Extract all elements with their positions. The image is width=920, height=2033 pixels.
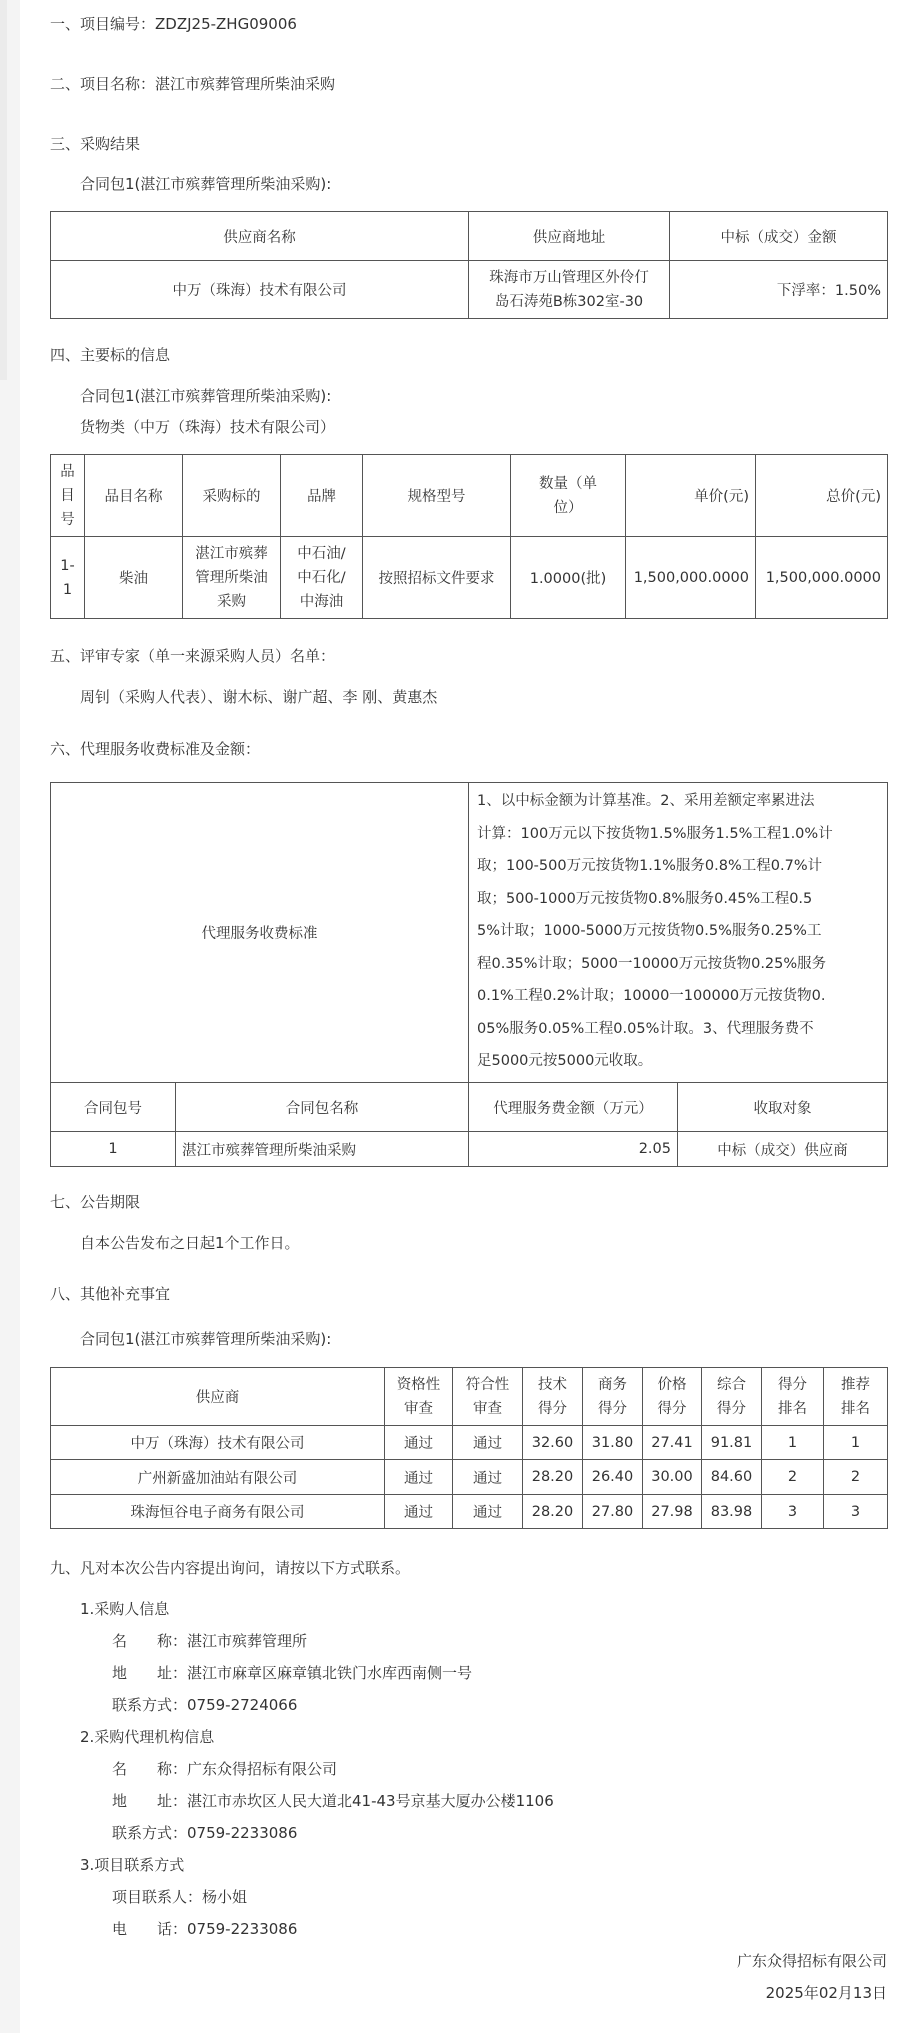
result-table	[50, 211, 888, 319]
agent-name: 名 称：广东众得招标有限公司	[112, 1760, 338, 1778]
project-number: 一、项目编号：ZDZJ25-ZHG09006	[50, 15, 297, 33]
th-line: 审查	[404, 1400, 433, 1417]
th-unit-price: 单价(元)	[626, 455, 756, 537]
th-biz-score	[583, 1368, 643, 1426]
th-package-name: 合同包名称	[176, 1083, 469, 1132]
th-line: 商务	[598, 1376, 627, 1393]
table-row	[51, 1426, 888, 1460]
announcement-page	[20, 0, 920, 2033]
fee-line: 取；100-500万元按货物1.1%服务0.8%工程0.7%计	[477, 858, 823, 874]
table-header-row	[51, 1083, 888, 1132]
cell-target	[183, 537, 281, 619]
th-supplier-address: 供应商地址	[469, 212, 670, 261]
cell-supplier: 中万（珠海）技术有限公司	[51, 261, 469, 319]
cell-tech-score: 32.60	[523, 1426, 583, 1460]
cell-score-rank: 3	[762, 1495, 824, 1529]
agent-info-title: 2.采购代理机构信息	[80, 1728, 215, 1746]
left-scroll-strip	[0, 0, 7, 380]
cell-price-score: 30.00	[643, 1460, 702, 1495]
address-line-1: 珠海市万山管理区外伶仃	[489, 269, 649, 286]
cell-supplier: 广州新盛加油站有限公司	[51, 1460, 385, 1495]
th-line: 得分	[717, 1400, 746, 1417]
th-score-rank	[762, 1368, 824, 1426]
cell-spec: 按照招标文件要求	[363, 537, 511, 619]
table-header-row	[51, 212, 888, 261]
fee-standard-text	[469, 783, 888, 1083]
cell-amount: 下浮率：1.50%	[670, 261, 888, 319]
project-contact-phone: 电 话：0759-2233086	[112, 1920, 298, 1938]
th-line: 得分	[538, 1400, 567, 1417]
fee-line: 05%服务0.05%工程0.05%计取。3、代理服务费不	[477, 1020, 814, 1037]
th-fee-payer: 收取对象	[678, 1083, 888, 1132]
th-item-no-2: 目	[60, 487, 75, 504]
cell-item-name: 柴油	[85, 537, 183, 619]
fee-line: 足5000元按5000元收取。	[477, 1053, 653, 1069]
footer-organization: 广东众得招标有限公司	[736, 1952, 887, 1970]
cell-biz-score: 27.80	[583, 1495, 643, 1529]
cell-tech-score: 28.20	[523, 1495, 583, 1529]
agent-phone: 联系方式：0759-2233086	[112, 1824, 298, 1842]
cell-package-name: 湛江市殡葬管理所柴油采购	[176, 1132, 469, 1167]
table-row	[51, 261, 888, 319]
th-line: 排名	[778, 1400, 807, 1417]
project-contact-person: 项目联系人：杨小姐	[112, 1888, 248, 1906]
section-8-title: 八、其他补充事宜	[50, 1285, 171, 1303]
th-line: 价格	[657, 1376, 687, 1393]
agent-address: 地 址：湛江市赤坎区人民大道北41-43号京基大厦办公楼1106	[112, 1792, 554, 1810]
cell-biz-score: 26.40	[583, 1460, 643, 1495]
th-award-amount: 中标（成交）金额	[670, 212, 888, 261]
th-price-score	[643, 1368, 702, 1426]
section-6-title: 六、代理服务收费标准及金额：	[50, 740, 261, 758]
cell-recommend-rank: 2	[824, 1460, 888, 1495]
target-line-1: 湛江市殡葬	[195, 545, 268, 562]
th-line: 得分	[778, 1376, 807, 1393]
section-3-title: 三、采购结果	[50, 135, 141, 153]
s8-package-label: 合同包1(湛江市殡葬管理所柴油采购):	[80, 1330, 332, 1348]
th-supplier-name: 供应商名称	[51, 212, 469, 261]
th-supplier: 供应商	[51, 1368, 385, 1426]
cell-biz-score: 31.80	[583, 1426, 643, 1460]
footer-date: 2025年02月13日	[765, 1984, 887, 2002]
fee-standard-label: 代理服务收费标准	[51, 783, 469, 1083]
th-line: 技术	[538, 1376, 567, 1393]
notice-period-text: 自本公告发布之日起1个工作日。	[80, 1234, 300, 1252]
cell-tech-score: 28.20	[523, 1460, 583, 1495]
table-row	[51, 537, 888, 619]
table-row	[51, 1495, 888, 1529]
score-table	[50, 1367, 888, 1529]
section-4-title: 四、主要标的信息	[50, 346, 171, 364]
cell-qualification: 通过	[385, 1426, 453, 1460]
th-line: 符合性	[465, 1376, 510, 1393]
cell-supplier: 珠海恒谷电子商务有限公司	[51, 1495, 385, 1529]
th-conformity	[453, 1368, 523, 1426]
th-line: 审查	[473, 1400, 502, 1417]
fee-standard-row	[51, 783, 888, 1083]
th-tech-score	[523, 1368, 583, 1426]
th-fee-amount: 代理服务费金额（万元）	[469, 1083, 678, 1132]
buyer-info-title: 1.采购人信息	[80, 1600, 170, 1618]
th-line: 资格性	[396, 1376, 441, 1393]
s4-package-label: 合同包1(湛江市殡葬管理所柴油采购):	[80, 387, 332, 405]
fee-line: 取；500-1000万元按货物0.8%服务0.45%工程0.5	[477, 890, 813, 907]
cell-fee-amount: 2.05	[469, 1132, 678, 1167]
th-package-no: 合同包号	[51, 1083, 176, 1132]
cell-unit-price: 1,500,000.0000	[626, 537, 756, 619]
th-line: 综合	[717, 1376, 746, 1393]
cell-quantity: 1.0000(批)	[511, 537, 626, 619]
buyer-name: 名 称：湛江市殡葬管理所	[112, 1632, 308, 1650]
buyer-address: 地 址：湛江市麻章区麻章镇北铁门水库西南侧一号	[112, 1664, 473, 1682]
brand-line-2: 中石化/	[297, 569, 346, 586]
th-qualification	[385, 1368, 453, 1426]
cell-conformity: 通过	[453, 1460, 523, 1495]
th-recommend-rank	[824, 1368, 888, 1426]
cell-score-rank: 2	[762, 1460, 824, 1495]
target-line-3: 采购	[217, 593, 246, 610]
brand-line-1: 中石油/	[297, 545, 346, 562]
buyer-phone: 联系方式：0759-2724066	[112, 1696, 298, 1714]
cell-score-rank: 1	[762, 1426, 824, 1460]
th-qty-2: 位）	[553, 499, 583, 516]
th-item-no-3: 号	[60, 511, 75, 528]
target-line-2: 管理所柴油	[195, 569, 268, 586]
th-item-no	[51, 455, 85, 537]
th-qty-1: 数量（单	[539, 475, 597, 492]
s4-category-label: 货物类（中万（珠海）技术有限公司）	[80, 418, 336, 436]
cell-brand	[281, 537, 363, 619]
section-9-title: 九、凡对本次公告内容提出询问，请按以下方式联系。	[50, 1559, 411, 1577]
cell-total-score: 91.81	[702, 1426, 762, 1460]
project-name: 二、项目名称：湛江市殡葬管理所柴油采购	[50, 75, 336, 93]
th-spec: 规格型号	[363, 455, 511, 537]
cell-recommend-rank: 1	[824, 1426, 888, 1460]
th-item-name: 品目名称	[85, 455, 183, 537]
cell-price-score: 27.41	[643, 1426, 702, 1460]
th-line: 排名	[841, 1400, 870, 1417]
agency-fee-table	[50, 782, 888, 1167]
cell-total-score: 84.60	[702, 1460, 762, 1495]
th-brand: 品牌	[281, 455, 363, 537]
cell-item-no	[51, 537, 85, 619]
address-line-2: 岛石涛苑B栋302室-30	[494, 293, 644, 310]
cell-total-price: 1,500,000.0000	[756, 537, 888, 619]
cell-total-score: 83.98	[702, 1495, 762, 1529]
project-contact-title: 3.项目联系方式	[80, 1856, 185, 1874]
fee-standard-lines	[477, 783, 883, 1078]
items-table	[50, 454, 888, 619]
cell-recommend-rank: 3	[824, 1495, 888, 1529]
item-no-2: 1	[62, 581, 73, 598]
fee-line: 5%计取；1000-5000万元按货物0.5%服务0.25%工	[477, 923, 822, 939]
fee-line: 计算：100万元以下按货物1.5%服务1.5%工程1.0%计	[477, 825, 833, 842]
th-total-score	[702, 1368, 762, 1426]
cell-qualification: 通过	[385, 1495, 453, 1529]
th-line: 得分	[598, 1400, 627, 1417]
cell-fee-payer: 中标（成交）供应商	[678, 1132, 888, 1167]
cell-conformity: 通过	[453, 1495, 523, 1529]
table-row	[51, 1132, 888, 1167]
th-quantity	[511, 455, 626, 537]
th-line: 得分	[657, 1400, 687, 1417]
cell-supplier: 中万（珠海）技术有限公司	[51, 1426, 385, 1460]
th-item-no-1: 品	[60, 463, 75, 480]
table-header-row	[51, 455, 888, 537]
cell-price-score: 27.98	[643, 1495, 702, 1529]
cell-qualification: 通过	[385, 1460, 453, 1495]
brand-line-3: 中海油	[299, 593, 344, 610]
section-7-title: 七、公告期限	[50, 1193, 141, 1211]
cell-address	[469, 261, 670, 319]
th-total-price: 总价(元)	[756, 455, 888, 537]
fee-line: 0.1%工程0.2%计取；10000一100000万元按货物0.	[477, 988, 826, 1004]
s3-package-label: 合同包1(湛江市殡葬管理所柴油采购):	[80, 175, 332, 193]
fee-line: 1、以中标金额为计算基准。2、采用差额定率累进法	[477, 793, 815, 809]
item-no-1: 1-	[60, 557, 75, 574]
section-5-title: 五、评审专家（单一来源采购人员）名单：	[50, 647, 336, 665]
cell-conformity: 通过	[453, 1426, 523, 1460]
th-line: 推荐	[841, 1376, 870, 1393]
cell-package-no: 1	[51, 1132, 176, 1167]
table-header-row	[51, 1368, 888, 1426]
th-target: 采购标的	[183, 455, 281, 537]
fee-line: 程0.35%计取；5000一10000万元按货物0.25%服务	[477, 955, 827, 972]
table-row	[51, 1460, 888, 1495]
expert-list: 周钊（采购人代表）、谢木标、谢广超、李 刚、黄惠杰	[80, 688, 438, 706]
